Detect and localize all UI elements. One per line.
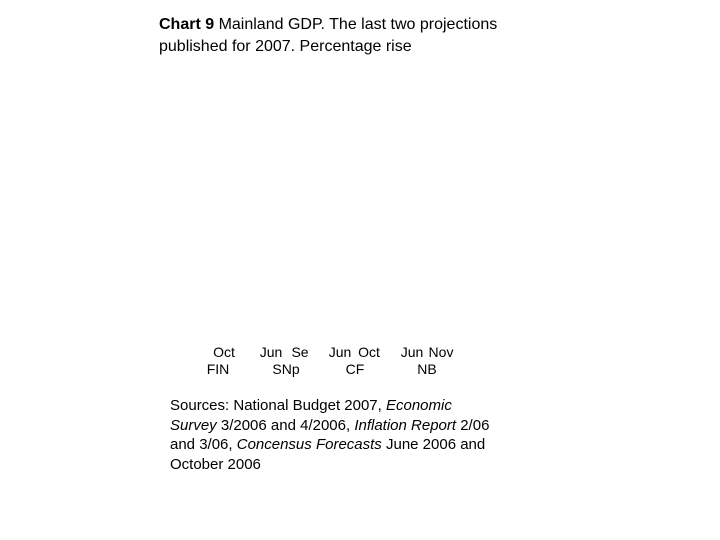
x-group-label: FIN bbox=[206, 361, 230, 377]
sources-text-run: Economic Survey bbox=[170, 397, 452, 434]
x-tick-label: Jun bbox=[328, 344, 352, 360]
x-tick-label: Jun bbox=[259, 344, 283, 360]
sources-text-run: June 2006 and October 2006 bbox=[170, 436, 486, 473]
sources-text-run: 3/2006 and 4/2006, bbox=[216, 416, 355, 434]
sources-text-run: Sources: National Budget 2007, bbox=[170, 397, 386, 414]
x-tick-label: Se bbox=[291, 344, 309, 360]
x-tick-label: Nov bbox=[428, 344, 454, 360]
x-group-label: NB bbox=[417, 361, 437, 377]
x-group-label: CF bbox=[345, 361, 365, 377]
sources-text-run: Concensus Forecasts bbox=[236, 436, 382, 453]
chart-number: Chart 9 bbox=[159, 16, 215, 33]
x-group-label: SNp bbox=[272, 361, 300, 377]
sources-text-run: Inflation Report bbox=[354, 416, 457, 434]
x-tick-label: Jun bbox=[400, 344, 424, 360]
x-tick-label: Oct bbox=[213, 344, 235, 360]
x-tick-label: Oct bbox=[358, 344, 380, 360]
chart-title-text: Mainland GDP. The last two projections published for 2007. Percentage rise bbox=[159, 16, 498, 55]
sources-text-run: 2/06 and 3/06, bbox=[170, 416, 490, 453]
sources-note bbox=[170, 396, 490, 474]
